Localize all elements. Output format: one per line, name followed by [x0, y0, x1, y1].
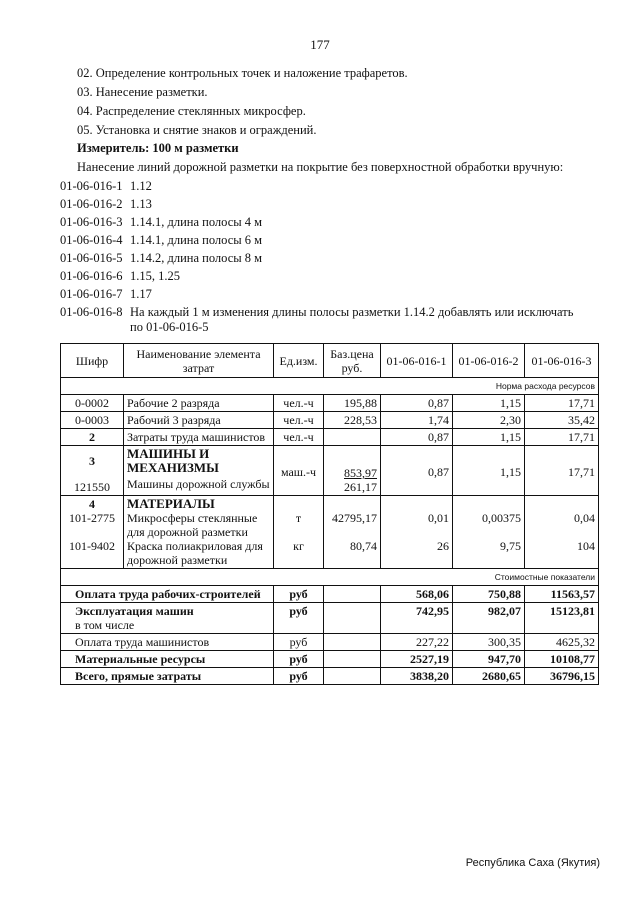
- cell-name: [124, 496, 274, 569]
- measure-heading: Измеритель: 100 м разметки: [77, 141, 239, 155]
- value: 0,04: [574, 511, 595, 525]
- section-code: 4: [89, 497, 95, 511]
- item-name: Машины дорожной службы: [127, 477, 270, 491]
- code-text: На каждый 1 м изменения длины полосы разметки 1.14.2 добавлять или исключать: [130, 305, 574, 319]
- total-row: [61, 586, 599, 603]
- cost-label-row: [61, 569, 599, 586]
- table-row: [61, 429, 599, 446]
- code-line: [60, 215, 262, 230]
- code-text: 1.13: [130, 197, 152, 211]
- cell-v2: 1,15: [453, 395, 525, 412]
- total-label: Оплата труда машинистов: [61, 634, 274, 651]
- code-line: [60, 287, 152, 302]
- total-v1: 2527,19: [381, 651, 453, 668]
- section-code: 3: [89, 454, 95, 468]
- total-unit: руб: [274, 634, 324, 651]
- code-line: [60, 197, 152, 212]
- code-line: [60, 305, 573, 320]
- col-header-unit: Ед.изм.: [274, 344, 324, 378]
- total-unit: руб: [274, 586, 324, 603]
- cell-v2: 1,15: [453, 429, 525, 446]
- item-code: 101-2775: [69, 511, 115, 525]
- total-v3: 36796,15: [525, 668, 599, 685]
- col-header-variant-3: 01-06-016-3: [525, 344, 599, 378]
- cell-code: 0-0002: [61, 395, 124, 412]
- total-v1: 227,22: [381, 634, 453, 651]
- total-label: Материальные ресурсы: [61, 651, 274, 668]
- total-v3: 11563,57: [525, 586, 599, 603]
- cell-code: [61, 496, 124, 569]
- total-unit: руб: [274, 651, 324, 668]
- cell-v1: 0,87: [381, 446, 453, 496]
- code-text-continuation: по 01-06-016-5: [130, 320, 209, 334]
- total-v2: 947,70: [453, 651, 525, 668]
- cell-v3: 17,71: [525, 446, 599, 496]
- section-title: МАТЕРИАЛЫ: [127, 496, 215, 511]
- value: 104: [577, 539, 595, 553]
- total-v2: 750,88: [453, 586, 525, 603]
- col-header-price: Баз.цена руб.: [324, 344, 381, 378]
- cell-v1: 0,87: [381, 395, 453, 412]
- cell-name: [124, 446, 274, 496]
- total-unit: руб: [274, 603, 324, 634]
- item-code: 121550: [74, 480, 110, 494]
- norm-label: Норма расхода ресурсов: [61, 378, 599, 395]
- cell-price: [324, 496, 381, 569]
- footer-region: Республика Саха (Якутия): [465, 857, 600, 869]
- cell-unit: маш.-ч: [274, 446, 324, 496]
- total-label-main: Эксплуатация машин: [75, 604, 194, 618]
- price-value-2: 261,17: [344, 480, 377, 494]
- total-row: [61, 668, 599, 685]
- value: 0,01: [428, 511, 449, 525]
- item-code: 101-9402: [69, 539, 115, 553]
- code-line: [60, 269, 180, 284]
- col-header-variant-2: 01-06-016-2: [453, 344, 525, 378]
- cell-v3: [525, 496, 599, 569]
- cell-code: [61, 446, 124, 496]
- cell-v2: 2,30: [453, 412, 525, 429]
- price-value: 853,97: [344, 466, 377, 480]
- code-id: 01-06-016-2: [60, 197, 123, 211]
- total-v2: 300,35: [453, 634, 525, 651]
- code-text: 1.17: [130, 287, 152, 301]
- cell-code: 0-0003: [61, 412, 124, 429]
- value: 26: [437, 539, 449, 553]
- total-empty: [324, 586, 381, 603]
- total-v3: 15123,81: [525, 603, 599, 634]
- col-header-name: Наименование элемента затрат: [124, 344, 274, 378]
- cell-v2: [453, 496, 525, 569]
- resource-table: [60, 343, 599, 685]
- table-row-machines: [61, 446, 599, 496]
- item-name: Микросферы стеклянные для дорожной разметки: [127, 511, 258, 539]
- cell-code: 2: [61, 429, 124, 446]
- total-v3: 4625,32: [525, 634, 599, 651]
- total-row: [61, 634, 599, 651]
- cell-v1: 1,74: [381, 412, 453, 429]
- page-number: 177: [310, 37, 330, 52]
- price-value: 80,74: [350, 539, 377, 553]
- total-label-sub: в том числе: [75, 618, 135, 632]
- col-header-code: Шифр: [61, 344, 124, 378]
- cell-name: Рабочий 3 разряда: [124, 412, 274, 429]
- total-label: Всего, прямые затраты: [61, 668, 274, 685]
- code-id: 01-06-016-8: [60, 305, 123, 319]
- cell-price: 228,53: [324, 412, 381, 429]
- total-empty: [324, 603, 381, 634]
- value: 0,00375: [482, 511, 521, 525]
- total-v2: 982,07: [453, 603, 525, 634]
- cell-v2: 1,15: [453, 446, 525, 496]
- cell-v3: 17,71: [525, 429, 599, 446]
- total-empty: [324, 651, 381, 668]
- code-line: [60, 251, 262, 266]
- code-text: 1.14.1, длина полосы 4 м: [130, 215, 263, 229]
- cell-unit: чел.-ч: [274, 395, 324, 412]
- cell-price: [324, 446, 381, 496]
- table-row: [61, 395, 599, 412]
- code-id: 01-06-016-7: [60, 287, 123, 301]
- code-text: 1.12: [130, 179, 152, 193]
- code-text: 1.14.2, длина полосы 8 м: [130, 251, 263, 265]
- cell-price: [324, 429, 381, 446]
- unit-value: кг: [293, 539, 304, 553]
- unit-value: т: [295, 511, 302, 525]
- cell-unit: чел.-ч: [274, 429, 324, 446]
- cell-name: Затраты труда машинистов: [124, 429, 274, 446]
- cell-unit: чел.-ч: [274, 412, 324, 429]
- total-v2: 2680,65: [453, 668, 525, 685]
- code-line: [60, 233, 262, 248]
- total-label: [61, 603, 274, 634]
- cell-unit: [274, 496, 324, 569]
- section-title: МАШИНЫ И МЕХАНИЗМЫ: [127, 446, 219, 475]
- operation-05: 05. Установка и снятие знаков и ограждений.: [77, 123, 317, 137]
- price-value: 42795,17: [332, 511, 377, 525]
- total-v1: 3838,20: [381, 668, 453, 685]
- code-line: [60, 179, 152, 194]
- cell-price: 195,88: [324, 395, 381, 412]
- item-name: Краска полиакриловая для дорожной разметки: [127, 539, 263, 567]
- col-header-variant-1: 01-06-016-1: [381, 344, 453, 378]
- cell-v1: [381, 496, 453, 569]
- table-row: [61, 412, 599, 429]
- section-description: Нанесение линий дорожной разметки на покрытие без поверхностной обработки вручную:: [77, 160, 564, 174]
- cell-v3: 17,71: [525, 395, 599, 412]
- total-row: [61, 651, 599, 668]
- code-text: 1.15, 1.25: [130, 269, 180, 283]
- operation-02: 02. Определение контрольных точек и наложение трафаретов.: [77, 66, 408, 80]
- code-id: 01-06-016-1: [60, 179, 123, 193]
- total-v3: 10108,77: [525, 651, 599, 668]
- norm-label-row: [61, 378, 599, 395]
- total-unit: руб: [274, 668, 324, 685]
- table-header-row: [61, 344, 599, 378]
- code-text: 1.14.1, длина полосы 6 м: [130, 233, 263, 247]
- operation-04: 04. Распределение стеклянных микросфер.: [77, 104, 306, 118]
- total-empty: [324, 634, 381, 651]
- cost-label: Стоимостные показатели: [61, 569, 599, 586]
- operation-03: 03. Нанесение разметки.: [77, 85, 208, 99]
- total-v1: 742,95: [381, 603, 453, 634]
- code-id: 01-06-016-4: [60, 233, 123, 247]
- table-row-materials: [61, 496, 599, 569]
- value: 9,75: [500, 539, 521, 553]
- cell-name: Рабочие 2 разряда: [124, 395, 274, 412]
- total-label: Оплата труда рабочих-строителей: [61, 586, 274, 603]
- total-empty: [324, 668, 381, 685]
- total-v1: 568,06: [381, 586, 453, 603]
- code-id: 01-06-016-5: [60, 251, 123, 265]
- cell-v1: 0,87: [381, 429, 453, 446]
- code-id: 01-06-016-3: [60, 215, 123, 229]
- code-id: 01-06-016-6: [60, 269, 123, 283]
- cell-v3: 35,42: [525, 412, 599, 429]
- total-row: [61, 603, 599, 634]
